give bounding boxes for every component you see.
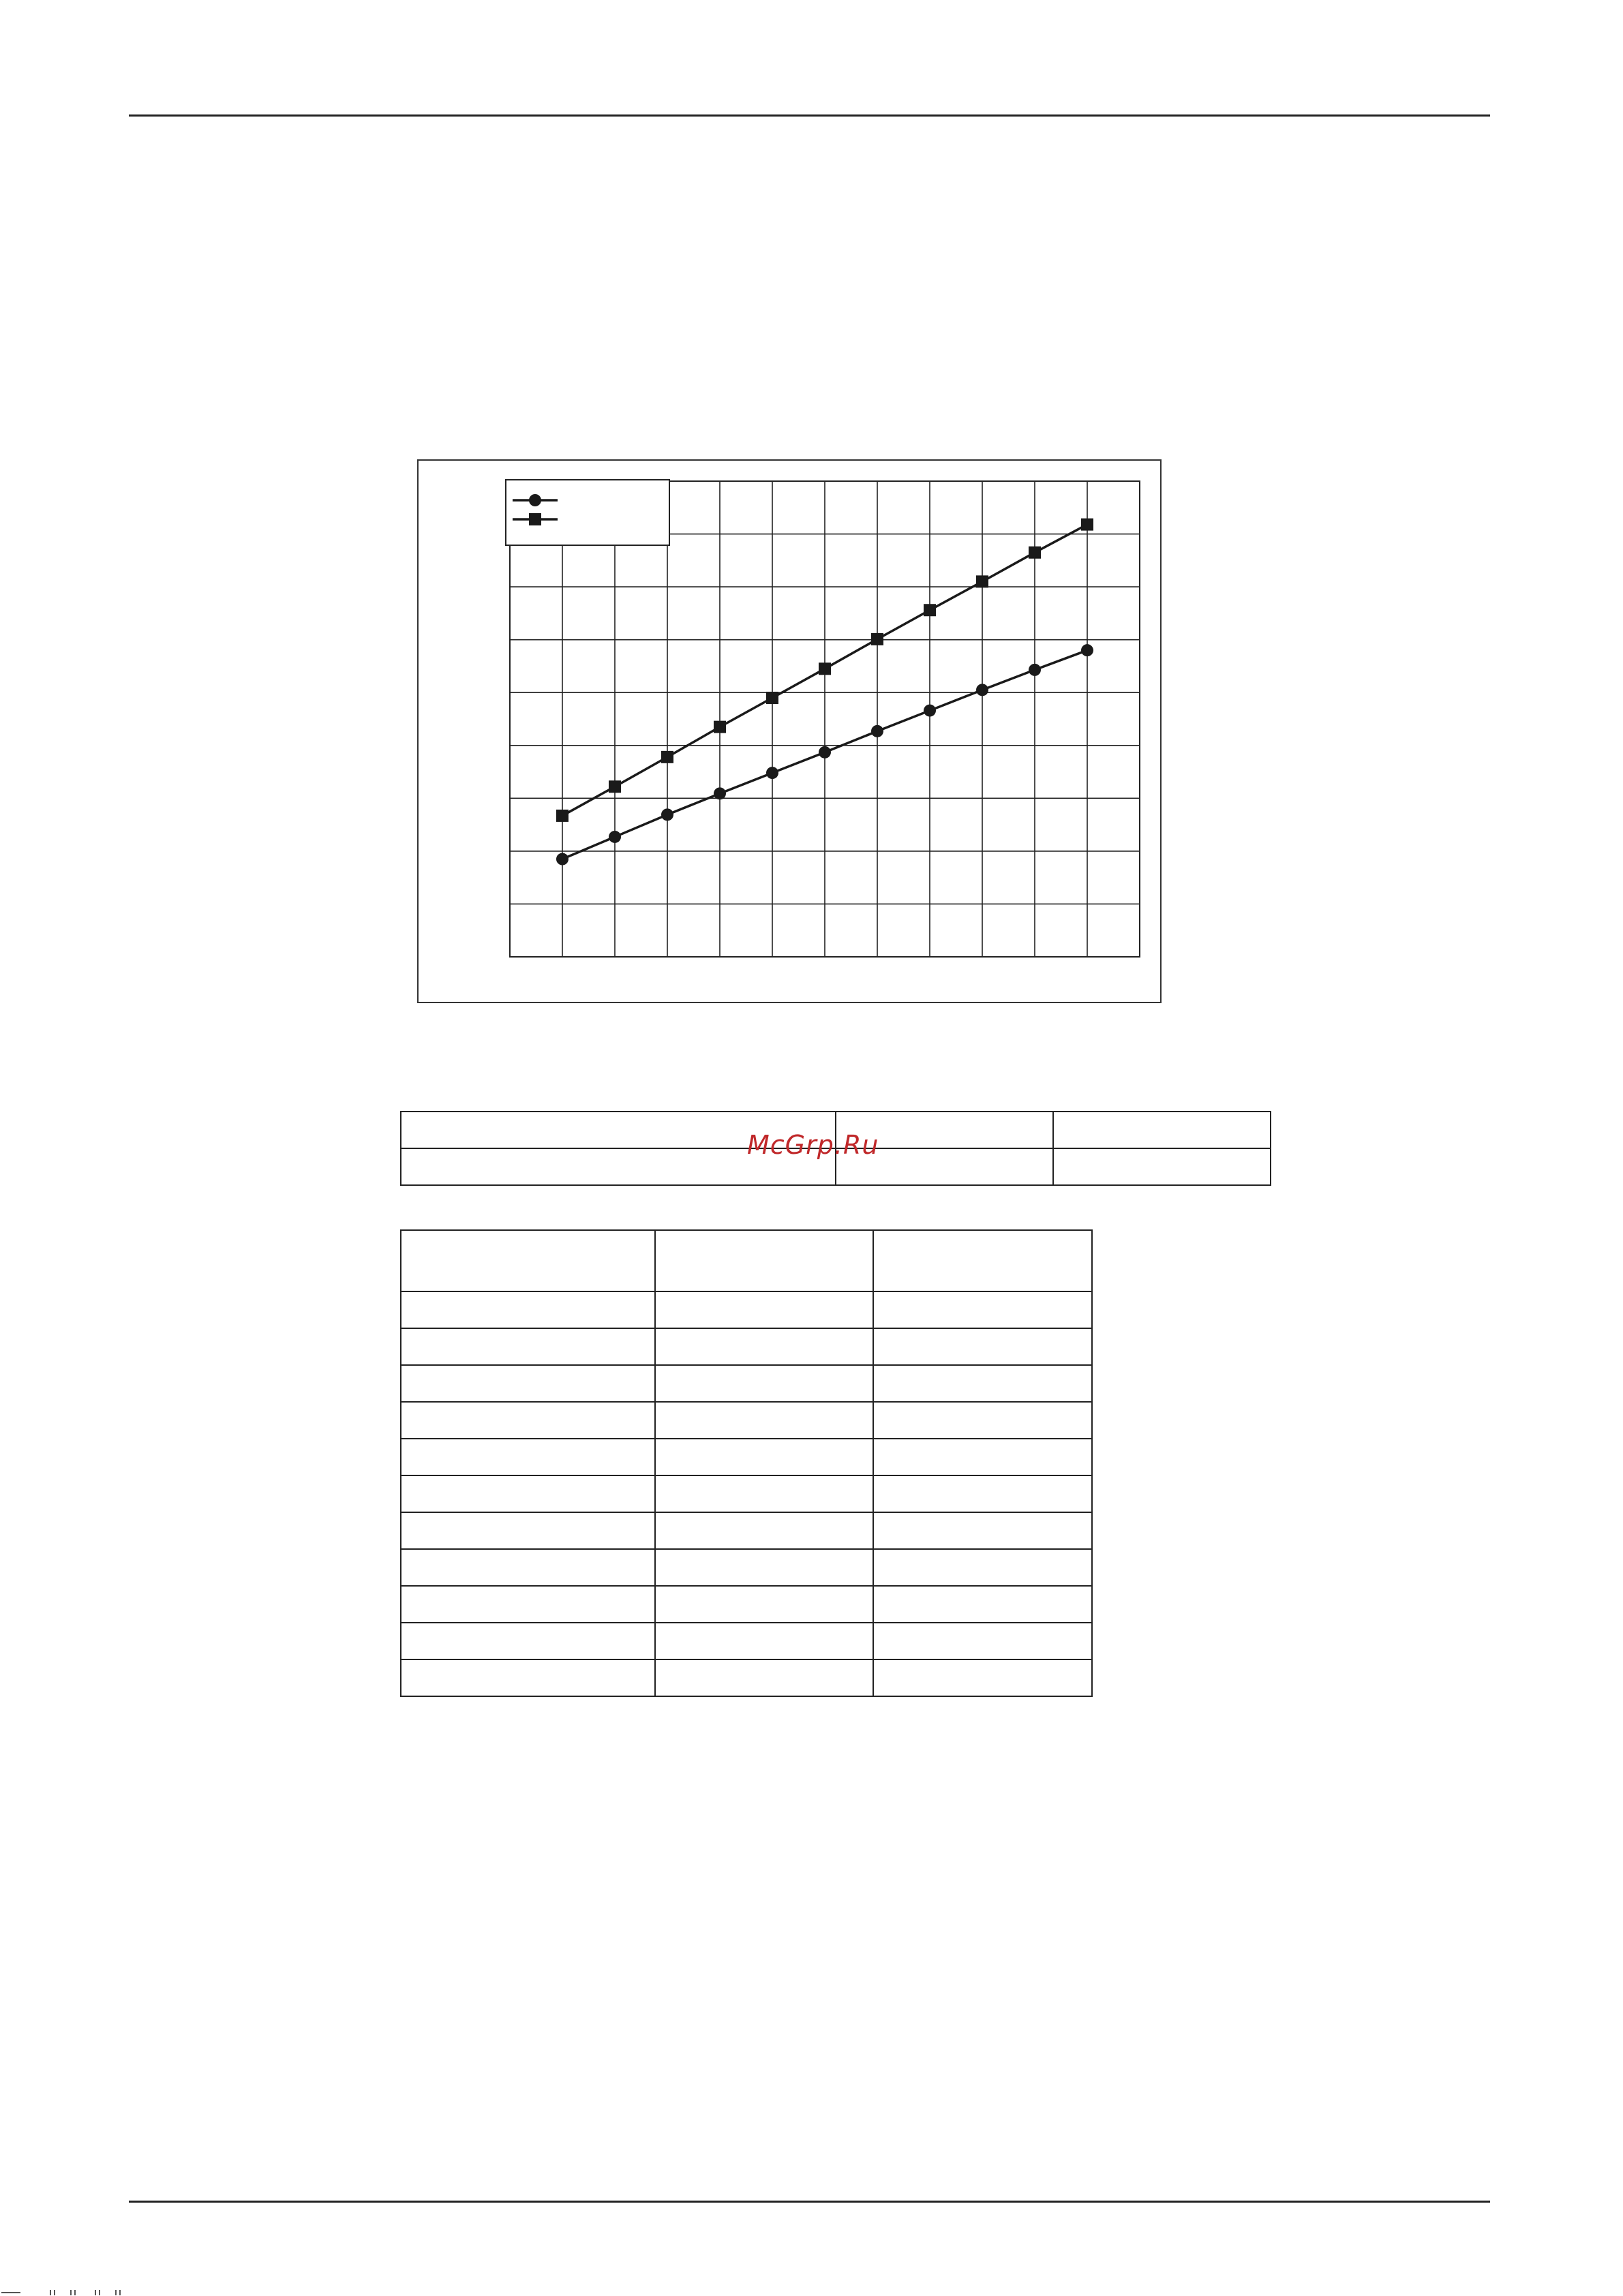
table-cell — [655, 1623, 873, 1659]
data-point-circle — [976, 684, 988, 696]
table-cell — [655, 1586, 873, 1623]
table-cell — [655, 1475, 873, 1512]
table-row — [401, 1230, 1092, 1291]
bottom-rule — [129, 2201, 1490, 2203]
data-point-square — [1081, 519, 1093, 531]
table-row — [401, 1402, 1092, 1439]
table-cell — [401, 1659, 655, 1696]
data-point-circle — [609, 831, 621, 843]
data-point-square — [609, 780, 621, 793]
table-cell — [655, 1659, 873, 1696]
data-point-circle — [766, 767, 778, 779]
table-cell — [401, 1512, 655, 1549]
table-cell — [1053, 1112, 1271, 1148]
data-point-square — [766, 692, 778, 704]
table-cell — [401, 1328, 655, 1365]
data-point-square — [661, 751, 673, 763]
table-cell — [873, 1365, 1092, 1402]
table-cell — [655, 1512, 873, 1549]
data-point-circle — [1081, 644, 1093, 656]
table-row — [401, 1549, 1092, 1586]
table-row — [401, 1328, 1092, 1365]
corner-marks — [0, 2289, 136, 2296]
table-cell — [655, 1402, 873, 1439]
data-point-square — [819, 662, 831, 675]
table-row — [401, 1512, 1092, 1549]
legend-marker-circle — [529, 494, 541, 506]
table-cell — [873, 1439, 1092, 1475]
table-cell — [873, 1475, 1092, 1512]
table-cell — [401, 1230, 655, 1291]
data-point-circle — [819, 746, 831, 759]
table-cell — [873, 1512, 1092, 1549]
data-point-square — [714, 721, 726, 733]
watermark-text: McGrp.Ru — [747, 1130, 879, 1160]
table-row — [401, 1439, 1092, 1475]
chart-frame — [417, 459, 1162, 1003]
data-point-square — [924, 604, 936, 616]
data-point-circle — [1029, 664, 1041, 676]
table-cell — [1053, 1148, 1271, 1185]
table-cell — [401, 1549, 655, 1586]
line-chart — [419, 461, 1163, 1005]
table-cell — [873, 1291, 1092, 1328]
data-point-circle — [871, 725, 883, 737]
table-cell — [655, 1365, 873, 1402]
table-cell — [401, 1402, 655, 1439]
data-point-circle — [714, 787, 726, 799]
table-cell — [873, 1402, 1092, 1439]
table-cell — [655, 1328, 873, 1365]
table-cell — [655, 1230, 873, 1291]
table-row — [401, 1291, 1092, 1328]
legend-box — [506, 480, 669, 545]
table-row — [401, 1586, 1092, 1623]
table-cell — [655, 1549, 873, 1586]
table-cell — [873, 1328, 1092, 1365]
legend-marker-square — [529, 513, 541, 525]
data-point-square — [976, 575, 988, 587]
table-cell — [873, 1586, 1092, 1623]
table-cell — [655, 1439, 873, 1475]
table-row — [401, 1475, 1092, 1512]
table-cell — [401, 1586, 655, 1623]
data-table — [400, 1229, 1093, 1697]
data-point-square — [556, 810, 568, 822]
table-row — [401, 1365, 1092, 1402]
table-cell — [873, 1623, 1092, 1659]
data-point-circle — [924, 705, 936, 717]
top-rule — [129, 114, 1490, 117]
data-point-circle — [661, 808, 673, 821]
table-row — [401, 1659, 1092, 1696]
table-cell — [873, 1549, 1092, 1586]
data-point-square — [1029, 547, 1041, 559]
data-point-circle — [556, 853, 568, 866]
table-cell — [401, 1365, 655, 1402]
table-cell — [401, 1475, 655, 1512]
data-point-square — [871, 633, 883, 645]
table-cell — [873, 1230, 1092, 1291]
table-cell — [401, 1291, 655, 1328]
table-cell — [401, 1623, 655, 1659]
table-cell — [873, 1659, 1092, 1696]
table-cell — [655, 1291, 873, 1328]
table-row — [401, 1623, 1092, 1659]
table-cell — [401, 1439, 655, 1475]
